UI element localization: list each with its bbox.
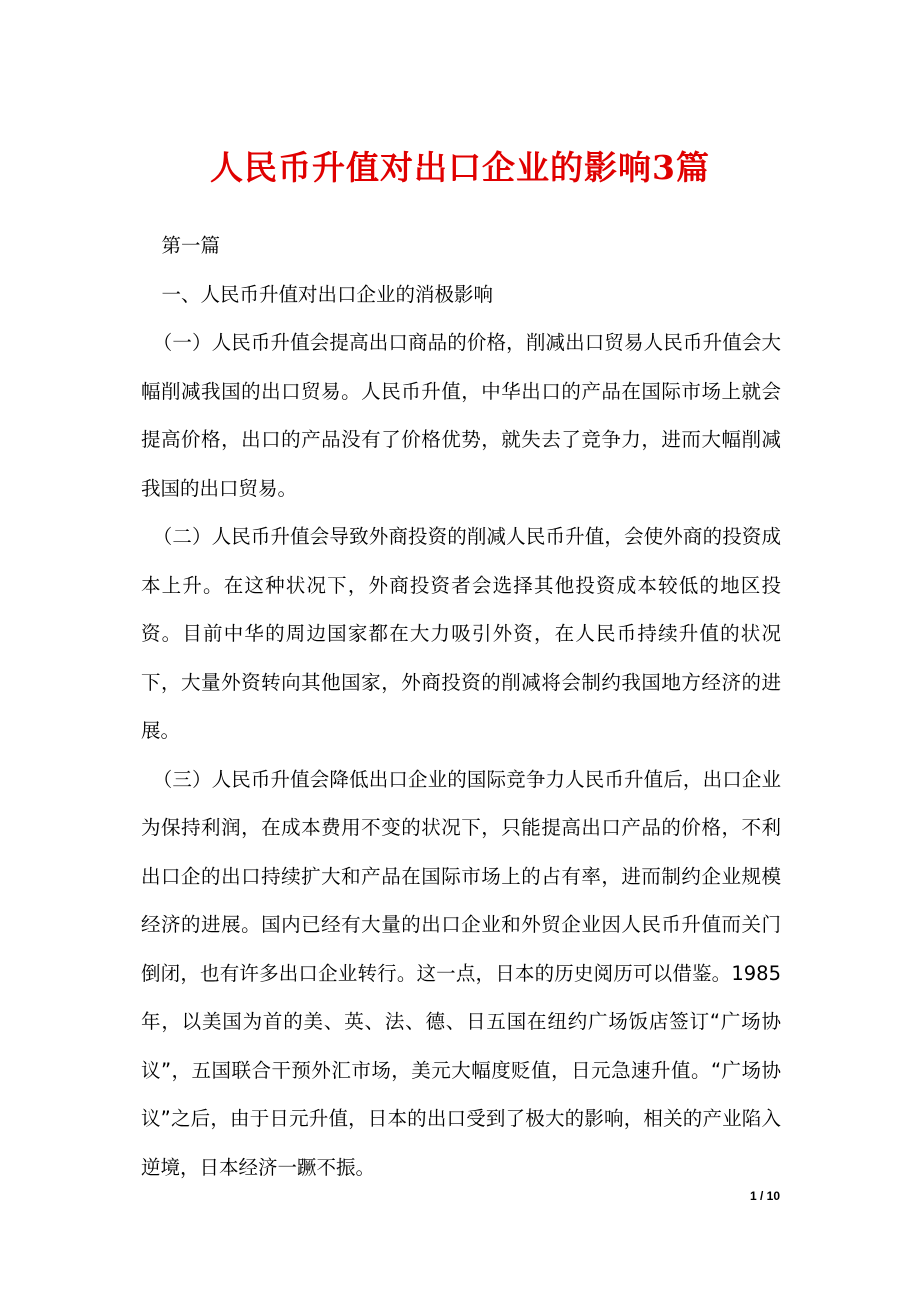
page-number: 1 / 10 — [749, 1189, 780, 1203]
paragraph-2: （二）人民币升值会导致外商投资的削减人民币升值，会使外商的投资成本上升。在这种状况下，外商投资者会选择其他投资成本较低的地区投资。目前中华的周边国家都在大力吸引外资，在人民币持续升值的状况下，大量外资转向其他国家，外商投资的削减将会制约我国地方经济的进展。 — [141, 525, 781, 742]
paragraph-3: （三）人民币升值会降低出口企业的国际竞争力人民币升值后，出口企业为保持利润，在成本费用不变的状况下，只能提高出口产品的价格，不利出口企的出口持续扩大和产品在国际市场上的占有率，进而制约企业规模经济的进展。国内已经有大量的出口企业和外贸企业因人民币升值而关门倒闭，也有许多出口企业转行。这一点，日本的历史阅历可以借鉴。1985年，以美国为首的美、英、法、德、日五国在纽约广场饭店签订“广场协议”，五国联合干预外汇市场，美元大幅度贬值，日元急速升值。“广场协议”之后，由于日元升值，日本的出口受到了极大的影响，相关的产业陷入逆境，日本经济一蹶不振。 — [141, 767, 781, 1179]
document-body — [141, 222, 781, 1192]
section-label: 第一篇 — [161, 234, 220, 257]
paragraph-1: （一）人民币升值会提高出口商品的价格，削减出口贸易人民币升值会大幅削减我国的出口贸易。人民币升值，中华出口的产品在国际市场上就会提高价格，出口的产品没有了价格优势，就失去了竞争力，进而大幅削减我国的出口贸易。 — [141, 331, 781, 500]
section-heading: 一、人民币升值对出口企业的消极影响 — [161, 282, 493, 306]
document-title: 人民币升值对出口企业的影响3篇 — [210, 148, 710, 187]
